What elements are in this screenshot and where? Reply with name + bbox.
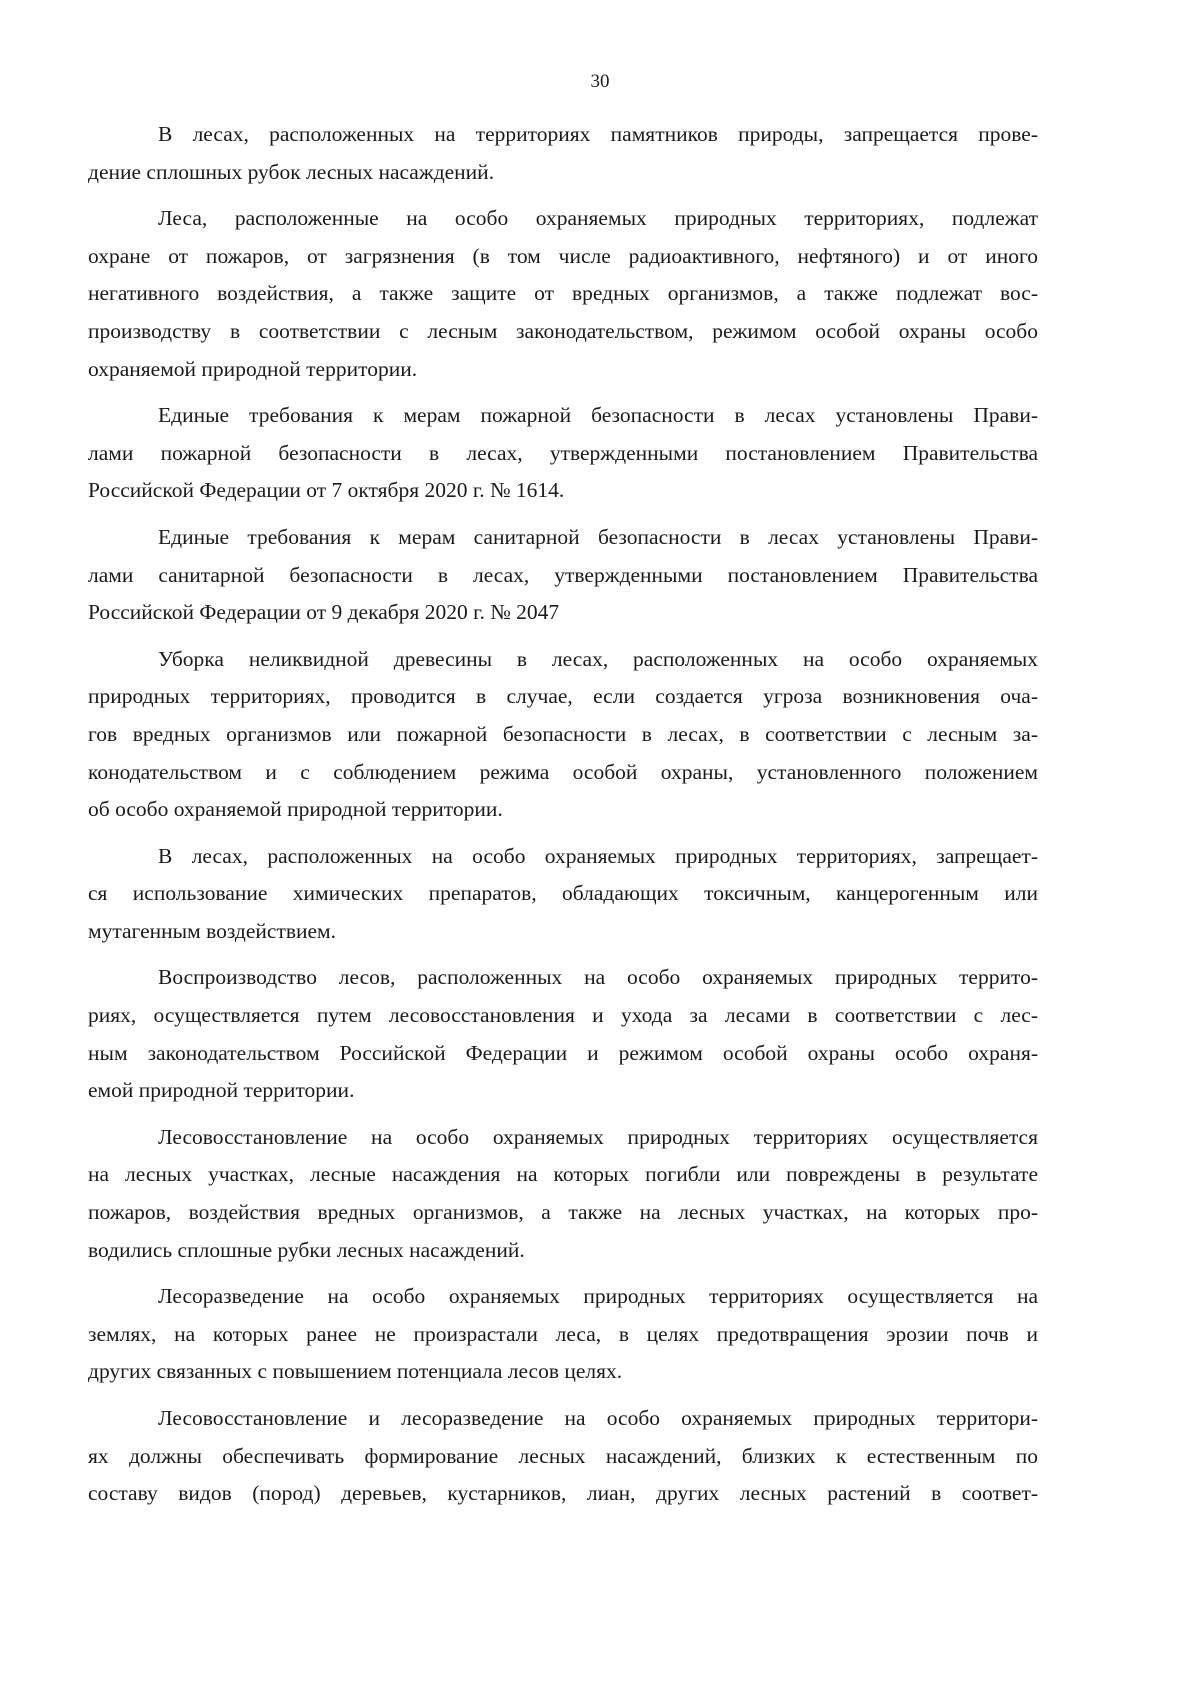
paragraph (88, 838, 1038, 951)
paragraph (88, 116, 1038, 191)
paragraph-line: Лесоразведение на особо охраняемых природных территориях осуществляется на (158, 1284, 1038, 1309)
paragraph-line: водились сплошные рубки лесных насаждений. (88, 1237, 525, 1262)
paragraph-line: дение сплошных рубок лесных насаждений. (88, 159, 495, 184)
paragraph-line: гов вредных организмов или пожарной безопасности в лесах, в соответствии с лесным за- (88, 721, 1038, 746)
paragraph (88, 641, 1038, 829)
paragraph-line: емой природной территории. (88, 1078, 355, 1103)
paragraph (88, 1119, 1038, 1269)
paragraph-line: негативного воздействия, а также защите от вредных организмов, а также подлежат вос- (88, 281, 1038, 306)
paragraph (88, 200, 1038, 388)
paragraph-line: Уборка неликвидной древесины в лесах, расположенных на особо охраняемых (158, 646, 1038, 671)
paragraph (88, 959, 1038, 1109)
paragraph-line: Лесовосстановление на особо охраняемых природных территориях осуществляется (158, 1124, 1038, 1149)
paragraph-line: Единые требования к мерам пожарной безопасности в лесах установлены Прави- (158, 403, 1038, 428)
paragraph (88, 519, 1038, 632)
paragraph-line: производству в соответствии с лесным законодательством, режимом особой охраны особо (88, 318, 1038, 343)
paragraph-line: Российской Федерации от 7 октября 2020 г. № 1614. (88, 478, 565, 503)
paragraph-line: охраняемой природной территории. (88, 356, 418, 381)
paragraph (88, 1400, 1038, 1513)
paragraph-line: природных территориях, проводится в случае, если создается угроза возникновения оча- (88, 684, 1038, 709)
paragraph-line: охране от пожаров, от загрязнения (в том числе радиоактивного, нефтяного) и от иного (88, 243, 1038, 268)
document-body (88, 116, 1038, 1522)
paragraph-line: В лесах, расположенных на территориях памятников природы, запрещается прове- (158, 122, 1038, 146)
paragraph-line: землях, на которых ранее не произрастали леса, в целях предотвращения эрозии почв и (88, 1321, 1038, 1346)
paragraph-line: об особо охраняемой природной территории. (88, 797, 503, 822)
paragraph-line: Единые требования к мерам санитарной безопасности в лесах установлены Прави- (158, 524, 1038, 549)
paragraph-line: Лесовосстановление и лесоразведение на особо охраняемых природных территори- (158, 1406, 1038, 1430)
paragraph-line: ях должны обеспечивать формирование лесных насаждений, близких к естественным по (88, 1443, 1038, 1468)
paragraph-line: ным законодательством Российской Федерации и режимом особой охраны особо охраня- (88, 1040, 1038, 1065)
paragraph-line: составу видов (пород) деревьев, кустарников, лиан, других лесных растений в соответ- (88, 1481, 1038, 1506)
paragraph (88, 1278, 1038, 1391)
paragraph-line: риях, осуществляется путем лесовосстановления и ухода за лесами в соответствии с лес- (88, 1003, 1038, 1028)
paragraph-line: конодательством и с соблюдением режима особой охраны, установленного положением (88, 759, 1038, 784)
paragraph-line: мутагенным воздействием. (88, 918, 337, 943)
paragraph-line: лами пожарной безопасности в лесах, утвержденными постановлением Правительства (88, 440, 1038, 465)
paragraph-line: других связанных с повышением потенциала лесов целях. (88, 1359, 623, 1384)
paragraph-line: на лесных участках, лесные насаждения на которых погибли или повреждены в результате (88, 1162, 1038, 1187)
paragraph-line: Леса, расположенные на особо охраняемых природных территориях, подлежат (158, 206, 1038, 231)
paragraph-line: ся использование химических препаратов, обладающих токсичным, канцерогенным или (88, 881, 1038, 906)
paragraph-line: Воспроизводство лесов, расположенных на особо охраняемых природных террито- (158, 965, 1038, 990)
paragraph-line: пожаров, воздействия вредных организмов, а также на лесных участках, на которых про- (88, 1200, 1038, 1225)
paragraph (88, 397, 1038, 510)
paragraph-line: Российской Федерации от 9 декабря 2020 г. № 2047 (88, 600, 560, 625)
paragraph-line: лами санитарной безопасности в лесах, утвержденными постановлением Правительства (88, 562, 1038, 587)
paragraph-line: В лесах, расположенных на особо охраняемых природных территориях, запрещает- (158, 843, 1038, 868)
page-number: 30 (590, 71, 610, 92)
